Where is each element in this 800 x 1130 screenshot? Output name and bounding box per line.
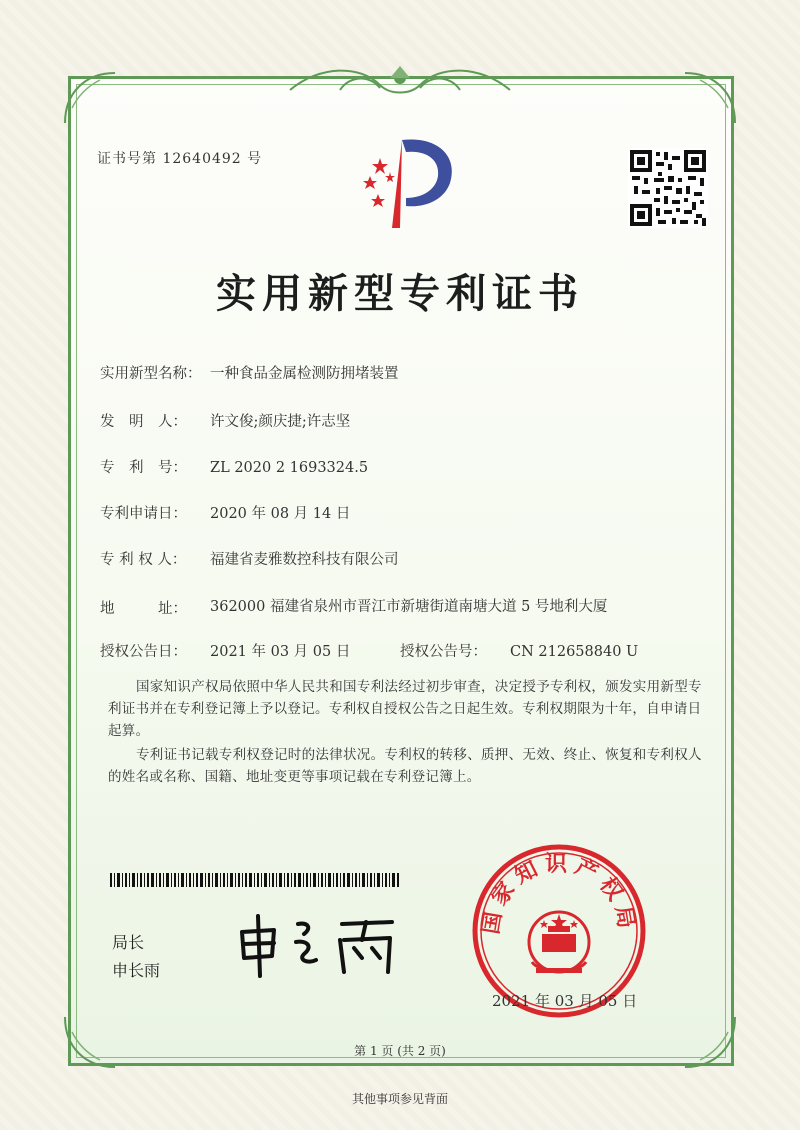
grant-date-row (100, 640, 350, 661)
corner-ornament-icon (60, 68, 120, 128)
inventor-row (100, 410, 350, 431)
inventor-value: 许文俊;颜庆捷;许志坚 (210, 414, 351, 430)
grant-number-label: 授权公告号： (400, 644, 487, 660)
director-name: 申长雨 (112, 961, 161, 980)
model-name-label: 实用新型名称： (100, 366, 202, 382)
certificate-title: 实用新型专利证书 (216, 270, 584, 317)
patent-number-row (100, 456, 368, 477)
address-value: 362000 福建省泉州市晋江市新塘街道南塘大道 5 号地利大厦 (210, 599, 608, 615)
grant-number-value: CN 212658840 U (510, 644, 639, 660)
certificate-number: 证书号第 12640492 号 (97, 151, 263, 167)
patentee-value: 福建省麦雅数控科技有限公司 (210, 552, 399, 568)
patent-number-label: 专 利 号： (100, 460, 187, 476)
model-name-row (100, 362, 399, 383)
cnipa-logo-icon (340, 128, 460, 238)
qr-code-icon (628, 148, 708, 228)
patent-number-value: ZL 2020 2 1693324.5 (210, 460, 369, 476)
address-label: 地 址： (100, 601, 187, 617)
filing-date-row (100, 502, 350, 523)
footer-note: 其他事项参见背面 (351, 1092, 448, 1106)
paragraph-legal-status: 专利证书记载专利权登记时的法律状况。专利权的转移、质押、无效、终止、恢复和专利权人的姓名或名称、国籍、地址变更等事项记载在专利登记簿上。 (108, 747, 702, 785)
model-name-value: 一种食品金属检测防拥堵装置 (210, 366, 399, 382)
signature-icon (232, 910, 407, 980)
inventor-label: 发 明 人： (100, 414, 187, 430)
director-title: 局长 (112, 933, 145, 952)
corner-ornament-icon (680, 68, 740, 128)
filing-date-label: 专利申请日： (100, 506, 187, 522)
address-row (100, 597, 210, 618)
filing-date-value: 2020 年 08 月 14 日 (210, 506, 351, 522)
grant-date-value: 2021 年 03 月 05 日 (210, 644, 351, 660)
top-ornament-icon (280, 60, 520, 100)
paragraph-grant-statement: 国家知识产权局依照中华人民共和国专利法经过初步审查，决定授予专利权，颁发实用新型专利证书并在专利登记簿上予以登记。专利权自授权公告之日起生效。专利权期限为十年，自申请日起算。 (108, 679, 702, 739)
grant-date-label: 授权公告日： (100, 644, 187, 660)
patentee-row (100, 548, 399, 569)
patentee-label: 专 利 权 人： (100, 552, 187, 568)
barcode-icon (110, 873, 400, 887)
page-number: 第 1 页 (共 2 页) (354, 1044, 446, 1058)
seal-date: 2021 年 03 月 05 日 (492, 992, 638, 1010)
grant-number-row (400, 640, 638, 661)
svg-text:国家知识产权局: 国家知识产权局 (478, 852, 640, 937)
